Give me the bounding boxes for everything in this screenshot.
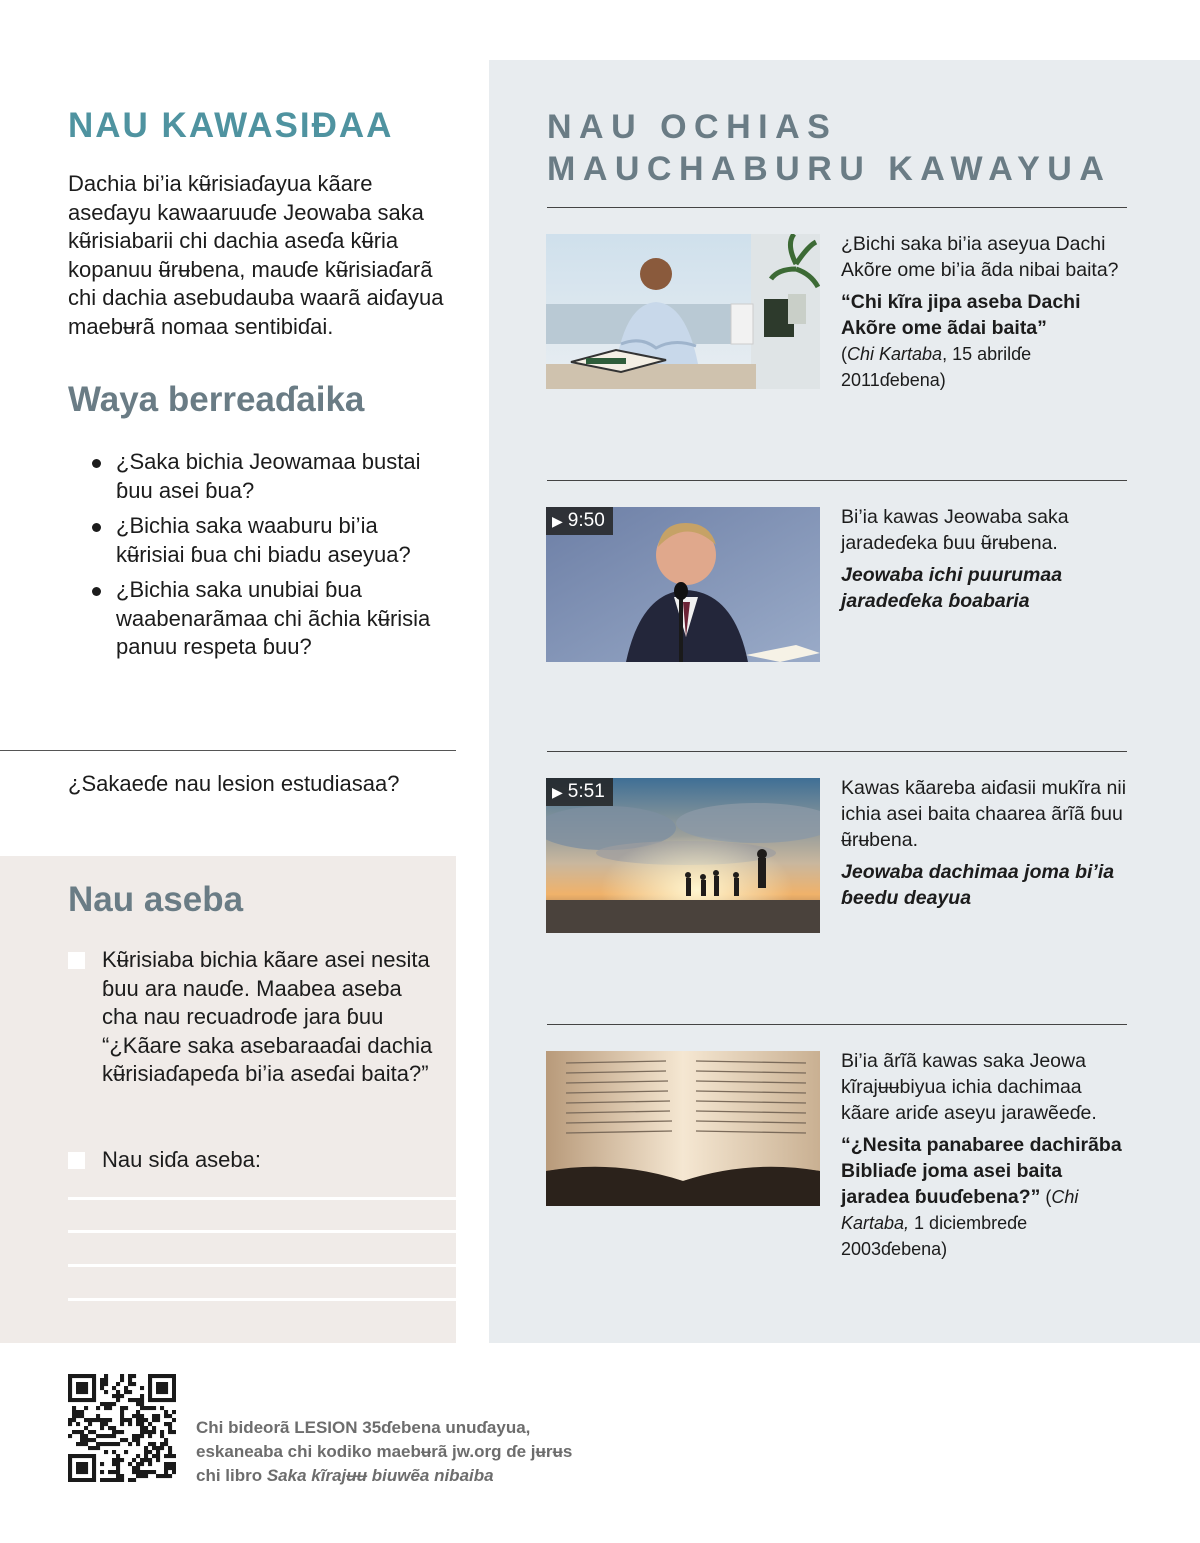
checkbox-icon[interactable]: [68, 952, 85, 969]
explore-item-description: Bi’ia ãrĩã kawas saka Jeowa kĩrajʉʉbiyua ichia dachimaa kãare ariɗe aseyu jarawẽeɗe.: [841, 1050, 1097, 1124]
source-publication: Chi Kartaba: [847, 344, 943, 364]
review-question: [90, 448, 450, 505]
explore-item-title: “¿Nesita panabaree dachirãba Bibliaɗe joma asei baita jaradea ɓuuɗebena?”: [841, 1134, 1122, 1208]
article-thumbnail[interactable]: [546, 1051, 820, 1206]
bullet-icon: [92, 587, 101, 596]
play-icon: ▶: [552, 513, 563, 529]
footer-text: [196, 1416, 576, 1488]
explore-item-description: ¿Bichi saka bi’ia aseyua Dachi Akõre ome bi’ia ãda nibai baita?: [841, 233, 1119, 281]
footer-text-start: Chi bideorã LESION 35ɗebena unuɗayua, eskaneaba chi kodiko maebʉrã jw.org ɗe jʉrʉs chi libro: [196, 1418, 573, 1485]
checkbox-icon[interactable]: [68, 1152, 85, 1169]
bullet-icon: [92, 523, 101, 532]
video-duration-text: 5:51: [567, 781, 605, 802]
explore-heading-line: NAU OCHIAS: [547, 108, 838, 146]
write-line[interactable]: [68, 1197, 456, 1200]
write-line[interactable]: [68, 1264, 456, 1267]
explore-item-link[interactable]: [841, 562, 1131, 614]
review-heading: Waya berreaɗaika: [68, 380, 365, 419]
section-divider: [547, 1024, 1127, 1025]
video-duration: [546, 778, 613, 806]
explore-item-link[interactable]: [841, 859, 1131, 911]
video-duration-text: 9:50: [567, 510, 605, 531]
open-bible-image: [546, 1051, 820, 1206]
write-line[interactable]: [68, 1298, 456, 1301]
footer-book-title: Saka kĩrajʉʉ biuwẽa nibaiba: [266, 1466, 494, 1485]
explore-item: [841, 231, 1131, 393]
bullet-icon: [92, 459, 101, 468]
explore-item-link[interactable]: [841, 289, 1131, 341]
section-divider: [0, 750, 456, 751]
play-icon: ▶: [552, 784, 563, 800]
explore-item: [841, 775, 1131, 911]
explore-item-title: Jeowaba dachimaa joma bi’ia ɓeedu deayua: [841, 861, 1115, 909]
review-question: [90, 512, 450, 569]
review-question-text: ¿Bichia saka waaburu bi’ia kʉ̃risiai ɓua chi biadu aseyua?: [116, 513, 411, 567]
review-question: [90, 576, 450, 662]
section-divider: [547, 207, 1127, 208]
review-question-text: ¿Bichia saka unubiai ɓua waabenarãmaa chi ãchia kʉ̃risia panuu respeta ɓuu?: [116, 577, 431, 659]
source-date: , 15 abrilɗe 2011ɗebena): [841, 344, 1032, 390]
source-paren: (: [1040, 1187, 1052, 1207]
explore-item-link[interactable]: [841, 1132, 1131, 1262]
explore-item-description: Kawas kãareba aiɗasii mukĩra nii ichia asei baita chaarea ãrĩã ɓuu ʉ̃rʉbena.: [841, 777, 1127, 851]
goal-item-text: Kʉ̃risiaba bichia kãare asei nesita ɓuu ara nauɗe. Maabea aseba cha nau recuadroɗe jara ɓuu “¿Kãare saka asebaraaɗai dachia kʉ̃risiaɗapeɗa bi’ia aseɗai baita?”: [102, 947, 433, 1086]
article-thumbnail[interactable]: [546, 234, 820, 389]
video-thumbnail[interactable]: [546, 778, 820, 933]
goal-box: [0, 856, 456, 1343]
video-duration: [546, 507, 613, 535]
source-date: 1 diciembreɗe 2003ɗebena): [841, 1213, 1028, 1259]
write-line[interactable]: [68, 1230, 456, 1233]
explore-item: [841, 1048, 1131, 1262]
review-question-text: ¿Saka bichia Jeowamaa bustai ɓuu asei ɓua?: [116, 449, 421, 503]
summary-heading: NAU KAWASIƉAA: [68, 106, 394, 145]
video-thumbnail[interactable]: [546, 507, 820, 662]
explore-heading: [547, 106, 1167, 190]
source-publication: Chi Kartaba,: [841, 1187, 1079, 1233]
explore-item: [841, 504, 1131, 614]
explore-item-title: Jeowaba ichi puurumaa jaradeɗeka ɓoabaria: [841, 564, 1063, 612]
goal-item-text: Nau siɗa aseba:: [102, 1147, 261, 1172]
source-paren: (: [841, 344, 847, 364]
summary-text: Dachia bi’ia kʉ̃risiaɗayua kãare aseɗayu kawaaruuɗe Jeowaba saka kʉ̃risiabarii chi dachia aseɗa kʉ̃ria kopanuu ʉ̃rʉbena, mauɗe kʉ̃risiaɗarã chi dachia asebudauba waarã aiɗayua maebʉrã nomaa sentibiɗai.: [68, 171, 444, 339]
man-reading-image: [546, 234, 820, 389]
explore-heading-line: MAUCHABURU KAWAYUA: [547, 150, 1112, 188]
explore-item-source: [841, 341, 1131, 393]
section-divider: [547, 480, 1127, 481]
studied-question: ¿Sakaeɗe nau lesion estudiasaa?: [68, 771, 400, 796]
goal-heading: Nau aseba: [68, 880, 244, 919]
section-divider: [547, 751, 1127, 752]
explore-item-description: Bi’ia kawas Jeowaba saka jaradeɗeka ɓuu ʉ̃rʉbena.: [841, 506, 1069, 554]
qr-code-icon[interactable]: [68, 1374, 176, 1482]
review-question-list: [90, 448, 450, 669]
explore-item-title: “Chi kĩra jipa aseba Dachi Akõre ome ãdai baita”: [841, 291, 1081, 339]
